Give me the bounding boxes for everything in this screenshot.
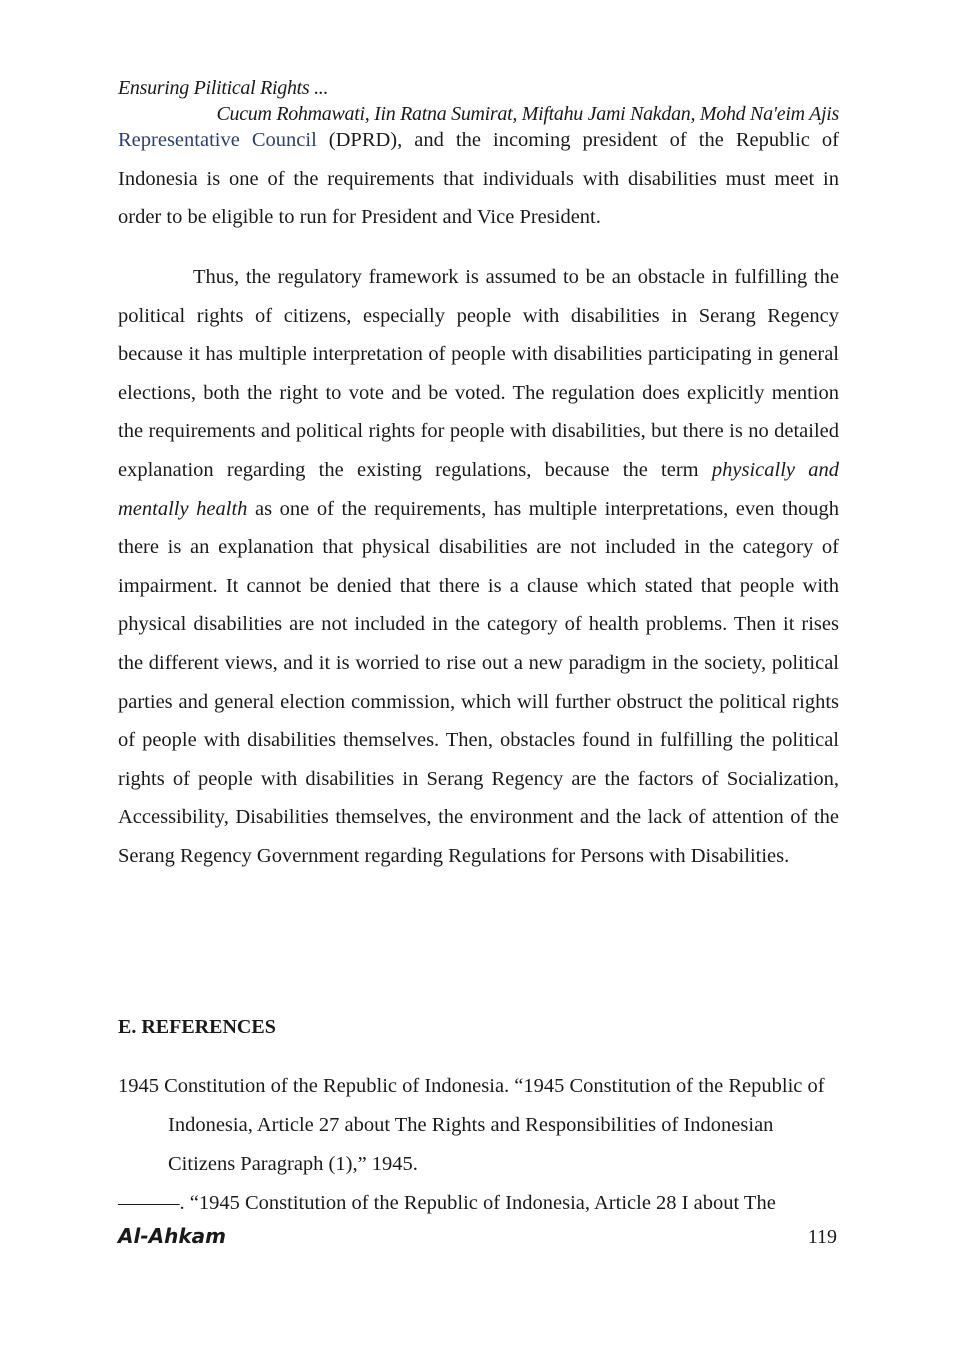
running-title: Ensuring Pilitical Rights ... (118, 77, 329, 99)
footer-page-number: 119 (807, 1226, 837, 1248)
reference-item: 1945 Constitution of the Republic of Indonesia. “1945 Constitution of the Republic of Indonesia, Article 27 about The Rights and Responsibilities of Indonesian Citizens Paragraph (1),” 1945. (118, 1075, 825, 1175)
running-authors: Cucum Rohmawati, Iin Ratna Sumirat, Miftahu Jami Nakdan, Mohd Na'eim Ajis (216, 103, 839, 125)
paragraph-italic-term: physically and mentally health (118, 458, 839, 520)
paragraph-text-before: Thus, the regulatory framework is assumed to be an obstacle in fulfilling the political rights of citizens, especially people with disabilities in Serang Regency because it has multiple interpretation of people with disabilities participating in general elections, both the right to vote and be voted. The regulation does explicitly mention the requirements and political rights for people with disabilities, but there is no detailed explanation regarding the existing regulations, because the term (118, 266, 839, 481)
paragraph-continued (118, 121, 839, 237)
footer-journal-name: Al-Ahkam (118, 1224, 226, 1248)
reference-item: ———. “1945 Constitution of the Republic of Indonesia, Article 28 I about The (118, 1192, 776, 1214)
paragraph-text-after: as one of the requirements, has multiple interpretations, even though there is an explanation that physical disabilities are not included in the category of impairment. It cannot be denied that there is a clause which stated that people with physical disabilities are not included in the category of health problems. Then it rises the different views, and it is worried to rise out a new paradigm in the society, political parties and general election commission, which will further obstruct the political rights of people with disabilities themselves. Then, obstacles found in fulfilling the political rights of people with disabilities in Serang Regency are the factors of Socialization, Accessibility, Disabilities themselves, the environment and the lack of attention of the Serang Regency Government regarding Regulations for Persons with Disabilities. (118, 497, 839, 867)
section-heading-references: E. REFERENCES (118, 1016, 276, 1038)
paragraph-continued-rest: (DPRD), and the incoming president of the Republic of Indonesia is one of the requirements that individuals with disabilities must meet in order to be eligible to run for President and Vice President. (118, 129, 839, 228)
paragraph-regulatory-framework (118, 258, 839, 876)
paragraph-continued-start: Representative Council (118, 129, 317, 151)
